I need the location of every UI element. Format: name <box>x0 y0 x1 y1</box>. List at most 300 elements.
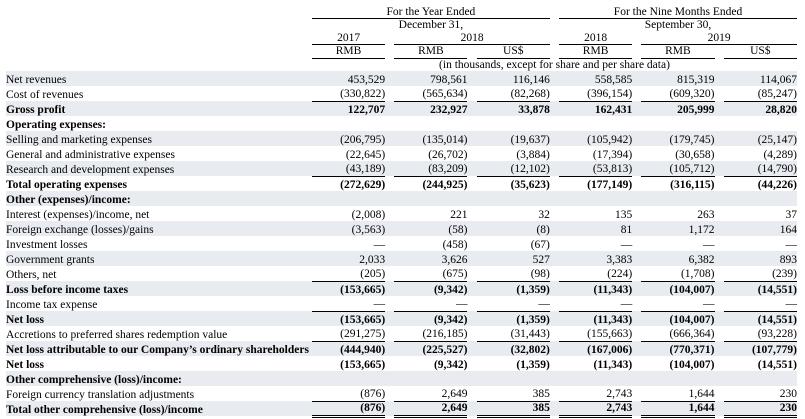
row-label: Accretions to preferred shares redemption value <box>6 328 228 341</box>
column-gap <box>550 86 559 101</box>
row-value <box>477 116 550 131</box>
column-gap <box>385 236 394 251</box>
header-year-2018-nine: 2018 <box>559 32 632 45</box>
row-label: Loss before income taxes <box>6 283 129 296</box>
row-value: (43,189) <box>312 161 385 176</box>
column-gap <box>550 116 559 131</box>
column-gap <box>715 326 724 341</box>
table-row <box>6 341 797 356</box>
row-value: (155,663) <box>559 326 632 341</box>
column-gap <box>550 251 559 266</box>
column-gap <box>385 221 394 236</box>
row-value: (272,629) <box>340 178 386 191</box>
column-gap <box>550 146 559 161</box>
row-value: (107,779) <box>751 343 797 356</box>
row-value: (105,942) <box>587 133 633 146</box>
column-gap <box>303 146 312 161</box>
column-gap <box>715 281 724 296</box>
column-gap <box>632 146 641 161</box>
column-gap <box>385 296 394 311</box>
row-value: 114,067 <box>760 73 797 86</box>
row-value <box>477 191 550 206</box>
column-gap <box>632 206 641 221</box>
column-gap <box>632 341 641 356</box>
column-gap <box>303 86 312 101</box>
header-currency-usd-2: US$ <box>724 45 797 58</box>
column-gap <box>550 341 559 356</box>
table-row <box>6 161 797 176</box>
header-year-2017: 2017 <box>312 32 385 45</box>
column-gap <box>385 206 394 221</box>
row-value: (666,364) <box>641 326 714 341</box>
row-value: — <box>620 238 633 251</box>
column-gap <box>632 71 641 86</box>
row-value <box>724 116 797 131</box>
row-value: (291,275) <box>312 326 385 341</box>
column-gap <box>467 101 476 116</box>
row-value: (17,394) <box>592 148 633 161</box>
column-gap <box>385 341 394 356</box>
row-value: (2,008) <box>351 208 386 221</box>
row-value: 1,172 <box>688 223 715 236</box>
row-value: 527 <box>532 253 550 266</box>
row-value: 32 <box>538 208 550 221</box>
row-value <box>312 116 385 131</box>
row-value: (14,551) <box>757 283 797 296</box>
column-gap <box>715 116 724 131</box>
column-gap <box>715 71 724 86</box>
row-value: — <box>559 296 632 311</box>
table-header <box>6 6 797 71</box>
column-gap <box>385 161 394 176</box>
column-gap <box>550 131 559 146</box>
table-row <box>6 386 797 401</box>
row-label: Net loss <box>6 313 45 326</box>
row-value: (30,658) <box>675 148 715 161</box>
row-label: Operating expenses: <box>6 118 106 131</box>
row-value: 232,927 <box>430 103 468 116</box>
row-value: — <box>373 238 386 251</box>
row-value <box>641 116 714 131</box>
column-gap <box>550 401 559 416</box>
column-gap <box>632 116 641 131</box>
row-label: Net revenues <box>6 73 67 86</box>
row-value: (1,708) <box>641 266 714 281</box>
header-group-sub-row <box>6 19 797 32</box>
row-value <box>641 371 714 386</box>
column-gap <box>303 236 312 251</box>
column-gap <box>385 311 394 326</box>
header-units-row <box>6 58 797 71</box>
row-value: 385 <box>477 386 550 401</box>
row-value: 6,382 <box>688 253 715 266</box>
column-gap <box>385 131 394 146</box>
row-label: Other comprehensive (loss)/income: <box>6 373 182 386</box>
row-value: 1,644 <box>641 401 714 416</box>
row-value: (4,289) <box>763 148 797 161</box>
row-value: (53,813) <box>559 161 632 176</box>
row-value: 3,626 <box>441 253 468 266</box>
row-value: 164 <box>779 223 797 236</box>
row-value: (14,551) <box>757 358 797 371</box>
column-gap <box>303 101 312 116</box>
row-value: 2,743 <box>559 401 632 416</box>
row-value: (11,343) <box>593 358 633 371</box>
column-gap <box>385 251 394 266</box>
row-value: (206,795) <box>340 133 386 146</box>
row-value: 2,649 <box>394 386 467 401</box>
row-value: (19,637) <box>510 133 550 146</box>
column-gap <box>303 221 312 236</box>
row-value: 122,707 <box>347 103 386 116</box>
column-gap <box>632 161 641 176</box>
row-value: (93,228) <box>724 326 797 341</box>
table-row <box>6 206 797 221</box>
row-value: 453,529 <box>347 73 386 86</box>
header-currency-rmb-4: RMB <box>641 45 714 58</box>
row-value: (67) <box>530 238 550 251</box>
column-gap <box>303 176 312 191</box>
row-value: (135,014) <box>422 133 468 146</box>
row-value: — <box>703 238 715 251</box>
header-subgroup-december: December 31, <box>398 19 464 32</box>
header-currency-rmb-1: RMB <box>312 45 385 58</box>
table-body <box>6 71 797 416</box>
row-value <box>724 191 797 206</box>
row-value: (14,551) <box>757 313 797 326</box>
column-gap <box>303 251 312 266</box>
column-gap <box>632 236 641 251</box>
row-value: (565,634) <box>394 86 467 101</box>
row-value: 2,649 <box>394 401 467 416</box>
row-value: — <box>641 296 714 311</box>
column-gap <box>715 266 724 281</box>
row-value: (675) <box>394 266 467 281</box>
table-row <box>6 101 797 116</box>
row-value: (11,343) <box>593 313 633 326</box>
table-row <box>6 236 797 251</box>
column-gap <box>550 356 559 371</box>
column-gap <box>303 311 312 326</box>
row-value: 221 <box>450 208 468 221</box>
row-value: (104,007) <box>669 358 715 371</box>
row-value: (22,645) <box>345 148 386 161</box>
column-gap <box>550 266 559 281</box>
row-value: — <box>785 238 797 251</box>
column-gap <box>715 251 724 266</box>
row-label: Government grants <box>6 253 95 266</box>
column-gap <box>467 161 476 176</box>
table-row <box>6 146 797 161</box>
row-value: (316,115) <box>670 178 715 191</box>
row-value: (876) <box>312 401 385 416</box>
column-gap <box>715 356 724 371</box>
column-gap <box>385 176 394 191</box>
row-value <box>559 371 632 386</box>
column-gap <box>303 296 312 311</box>
column-gap <box>632 101 641 116</box>
header-currency-usd-1: US$ <box>477 45 550 58</box>
table-row <box>6 191 797 206</box>
column-gap <box>467 206 476 221</box>
column-gap <box>467 251 476 266</box>
column-gap <box>715 206 724 221</box>
column-gap <box>467 296 476 311</box>
column-gap <box>303 206 312 221</box>
row-value: 81 <box>620 223 633 236</box>
row-label: Foreign exchange (losses)/gains <box>6 223 154 236</box>
row-value: (9,342) <box>433 313 468 326</box>
row-value <box>394 191 467 206</box>
column-gap <box>715 401 724 416</box>
column-gap <box>385 266 394 281</box>
column-gap <box>467 341 476 356</box>
column-gap <box>467 371 476 386</box>
column-gap <box>632 356 641 371</box>
column-gap <box>303 131 312 146</box>
row-value: — <box>312 296 385 311</box>
column-gap <box>550 296 559 311</box>
row-value <box>559 116 632 131</box>
column-gap <box>550 236 559 251</box>
row-value: (25,147) <box>757 133 797 146</box>
column-gap <box>632 251 641 266</box>
row-value: (58) <box>448 223 468 236</box>
row-value: (8) <box>536 223 550 236</box>
column-gap <box>467 221 476 236</box>
row-value: (179,745) <box>669 133 715 146</box>
table-row <box>6 131 797 146</box>
column-gap <box>303 281 312 296</box>
column-gap <box>385 356 394 371</box>
column-gap <box>303 191 312 206</box>
column-gap <box>385 281 394 296</box>
table-row <box>6 401 797 416</box>
row-value: (1,359) <box>516 283 550 296</box>
column-gap <box>385 386 394 401</box>
column-gap <box>632 191 641 206</box>
row-value: 28,820 <box>765 103 797 116</box>
row-value: 230 <box>724 401 797 416</box>
column-gap <box>467 236 476 251</box>
column-gap <box>467 266 476 281</box>
row-value: — <box>394 296 467 311</box>
column-gap <box>715 386 724 401</box>
table-row <box>6 86 797 101</box>
row-label: Foreign currency translation adjustments <box>6 388 195 401</box>
column-gap <box>303 401 312 416</box>
row-value: (876) <box>312 386 385 401</box>
row-value: 205,999 <box>677 103 715 116</box>
row-label: Cost of revenues <box>6 88 84 101</box>
header-year-2018-annual: 2018 <box>394 32 550 45</box>
row-value: 37 <box>785 208 797 221</box>
column-gap <box>632 176 641 191</box>
row-value: (3,884) <box>516 148 550 161</box>
column-gap <box>632 266 641 281</box>
row-value: (244,925) <box>422 178 468 191</box>
header-units-note: (in thousands, except for share and per share data) <box>439 58 670 71</box>
row-value: — <box>477 296 550 311</box>
row-value: (770,371) <box>669 343 715 356</box>
row-value: (11,343) <box>593 283 633 296</box>
column-gap <box>467 71 476 86</box>
column-gap <box>467 191 476 206</box>
row-value: (14,790) <box>724 161 797 176</box>
row-value: (153,665) <box>340 313 386 326</box>
row-label: Others, net <box>6 268 57 281</box>
row-value: (225,527) <box>422 343 468 356</box>
table-row <box>6 281 797 296</box>
column-gap <box>550 281 559 296</box>
column-gap <box>715 176 724 191</box>
row-value: (12,102) <box>477 161 550 176</box>
header-currency-rmb-3: RMB <box>559 45 632 58</box>
table-row <box>6 311 797 326</box>
row-value: (396,154) <box>559 86 632 101</box>
row-label: Investment losses <box>6 238 88 251</box>
row-value: (35,623) <box>510 178 550 191</box>
row-value: 385 <box>477 401 550 416</box>
row-label: Gross profit <box>6 103 66 116</box>
table-row <box>6 266 797 281</box>
header-group-annual: For the Year Ended <box>312 6 550 19</box>
column-gap <box>550 161 559 176</box>
column-gap <box>632 86 641 101</box>
row-label: Other (expenses)/income: <box>6 193 131 206</box>
column-gap <box>550 311 559 326</box>
row-label: Total operating expenses <box>6 178 127 191</box>
column-gap <box>632 281 641 296</box>
row-value: (330,822) <box>312 86 385 101</box>
header-year-row <box>6 32 797 45</box>
column-gap <box>303 371 312 386</box>
column-gap <box>550 206 559 221</box>
table-row <box>6 326 797 341</box>
row-value: (83,209) <box>394 161 467 176</box>
row-value <box>724 371 797 386</box>
row-value: 162,431 <box>594 103 633 116</box>
column-gap <box>467 401 476 416</box>
header-group-nine-months: For the Nine Months Ended <box>559 6 797 19</box>
column-gap <box>467 326 476 341</box>
column-gap <box>632 326 641 341</box>
column-gap <box>467 311 476 326</box>
row-value: 135 <box>614 208 633 221</box>
row-label: General and administrative expenses <box>6 148 175 161</box>
column-gap <box>467 176 476 191</box>
column-gap <box>385 146 394 161</box>
column-gap <box>632 221 641 236</box>
row-value: (105,712) <box>641 161 714 176</box>
table-row <box>6 251 797 266</box>
row-value: (98) <box>477 266 550 281</box>
row-value: (85,247) <box>724 86 797 101</box>
column-gap <box>385 371 394 386</box>
column-gap <box>303 386 312 401</box>
column-gap <box>385 101 394 116</box>
column-gap <box>715 221 724 236</box>
row-value <box>394 116 467 131</box>
column-gap <box>467 131 476 146</box>
column-gap <box>467 146 476 161</box>
column-gap <box>715 371 724 386</box>
column-gap <box>467 386 476 401</box>
row-label: Selling and marketing expenses <box>6 133 152 146</box>
row-value: (167,006) <box>587 343 633 356</box>
row-value: 558,585 <box>594 73 633 86</box>
row-value: (44,226) <box>757 178 797 191</box>
row-label: Total other comprehensive (loss)/income <box>6 403 203 416</box>
column-gap <box>385 86 394 101</box>
column-gap <box>385 191 394 206</box>
column-gap <box>632 401 641 416</box>
column-gap <box>467 116 476 131</box>
row-value: 116,146 <box>512 73 550 86</box>
row-value: (26,702) <box>428 148 468 161</box>
table-row <box>6 116 797 131</box>
row-label: Net loss attributable to our Company’s ordinary shareholders <box>6 343 309 356</box>
row-value: 798,561 <box>430 73 468 86</box>
header-group-row <box>6 6 797 19</box>
column-gap <box>632 311 641 326</box>
column-gap <box>715 341 724 356</box>
column-gap <box>303 266 312 281</box>
table-row <box>6 296 797 311</box>
column-gap <box>632 131 641 146</box>
header-subgroup-september: September 30, <box>644 19 712 32</box>
row-value: (9,342) <box>433 283 468 296</box>
column-gap <box>715 296 724 311</box>
column-gap <box>550 176 559 191</box>
row-value: (82,268) <box>477 86 550 101</box>
table-row <box>6 71 797 86</box>
row-value: 815,319 <box>677 73 715 86</box>
column-gap <box>715 86 724 101</box>
column-gap <box>550 71 559 86</box>
row-value <box>394 371 467 386</box>
row-label: Research and development expenses <box>6 163 175 176</box>
column-gap <box>715 146 724 161</box>
row-value: (444,940) <box>340 343 386 356</box>
header-currency-rmb-2: RMB <box>394 45 467 58</box>
column-gap <box>303 71 312 86</box>
row-value: 263 <box>697 208 715 221</box>
column-gap <box>385 116 394 131</box>
row-label: Income tax expense <box>6 298 98 311</box>
row-value: (1,359) <box>516 358 550 371</box>
row-value: (177,149) <box>587 178 633 191</box>
row-value: 2,743 <box>559 386 632 401</box>
row-value: (32,802) <box>510 343 550 356</box>
financial-table <box>6 6 797 418</box>
row-value: (153,665) <box>340 283 386 296</box>
column-gap <box>715 191 724 206</box>
column-gap <box>385 71 394 86</box>
column-gap <box>632 371 641 386</box>
column-gap <box>467 86 476 101</box>
header-year-2019: 2019 <box>641 32 797 45</box>
row-value: (31,443) <box>477 326 550 341</box>
row-value: (224) <box>559 266 632 281</box>
row-value: 33,878 <box>518 103 550 116</box>
row-label: Net loss <box>6 358 45 371</box>
row-value <box>312 371 385 386</box>
column-gap <box>550 101 559 116</box>
column-gap <box>303 161 312 176</box>
row-value: (458) <box>442 238 468 251</box>
column-gap <box>550 326 559 341</box>
